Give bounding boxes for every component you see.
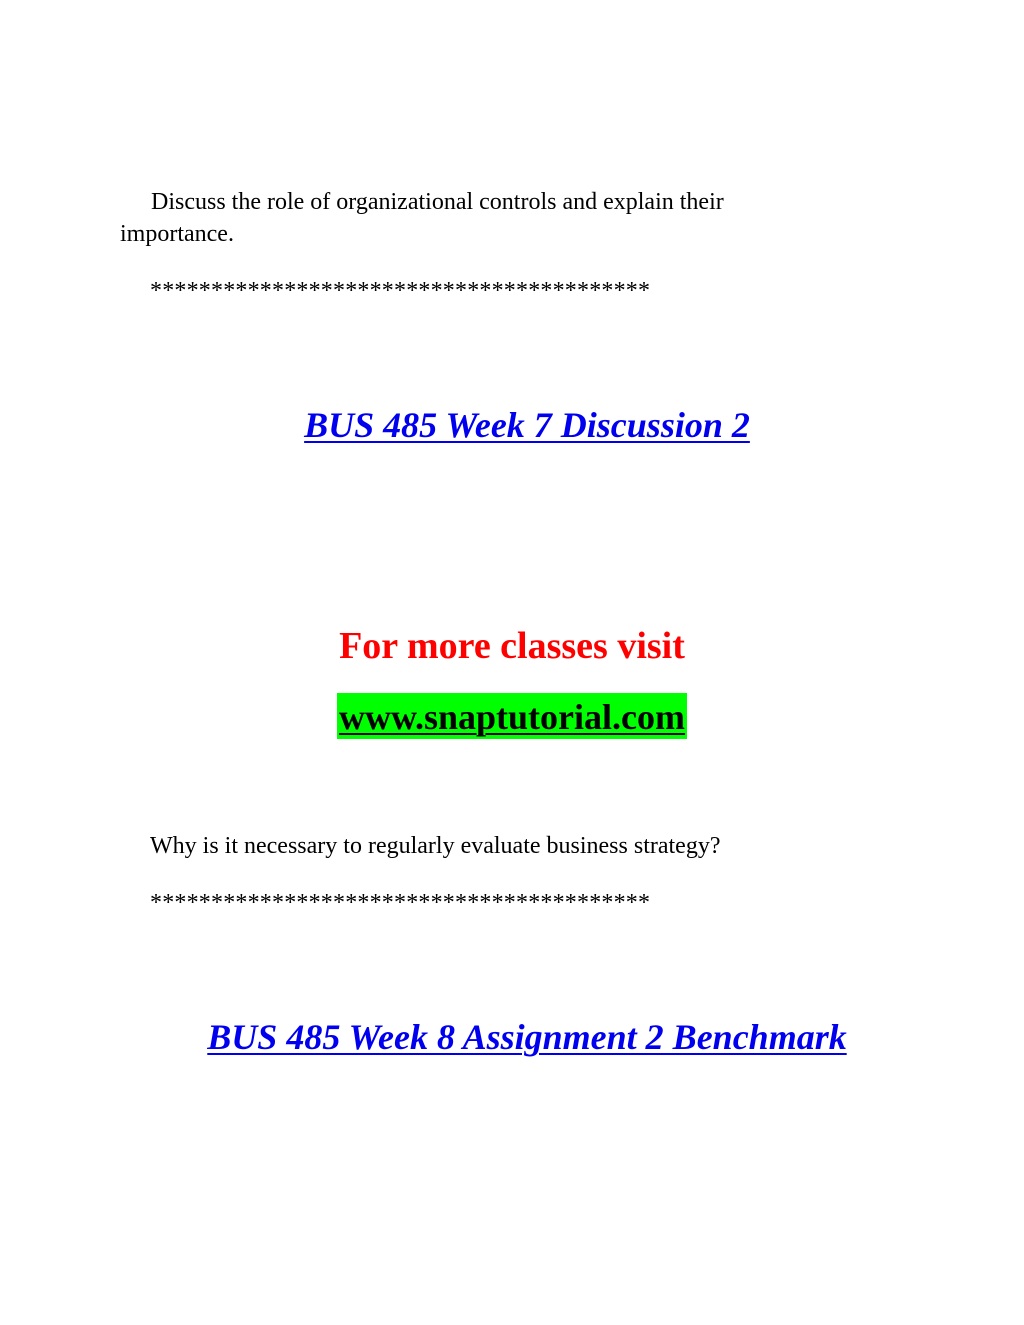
separator-asterisks: *****************************************	[150, 890, 651, 916]
link-week7-discussion2[interactable]: BUS 485 Week 7 Discussion 2	[304, 405, 750, 445]
promo-url-container	[0, 693, 1024, 739]
separator-asterisks: *****************************************	[150, 278, 651, 304]
question-text-evaluate-strategy: Why is it necessary to regularly evaluate business strategy?	[150, 833, 721, 859]
promo-url-link[interactable]: www.snaptutorial.com	[337, 693, 687, 739]
link-week8-assignment2-benchmark[interactable]: BUS 485 Week 8 Assignment 2 Benchmark	[207, 1017, 847, 1057]
question-text-organizational-controls: Discuss the role of organizational controls and explain their importance.	[120, 189, 724, 247]
promo-heading: For more classes visit	[339, 625, 685, 667]
